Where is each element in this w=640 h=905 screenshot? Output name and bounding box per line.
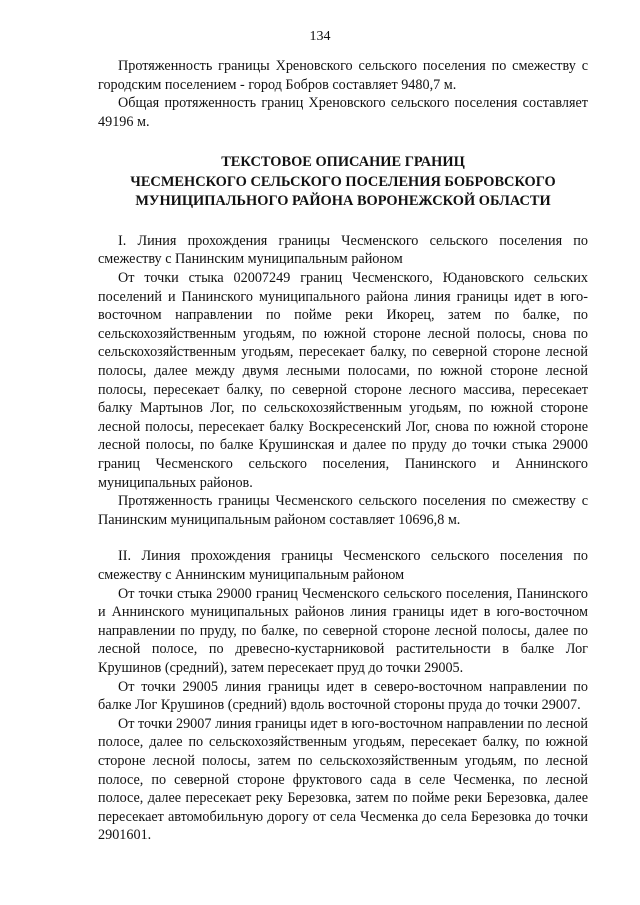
section1-paragraph-1: От точки стыка 02007249 границ Чесменского, Юдановского сельских поселений и Панинского муниципального района линия границы идет в юго-восточном направлении по пойме реки Икорец, затем по балке, по сельскохозяйственным угодьям, по южной стороне лесной полосы, снова по сельскохозяйственным угодьям, пересекает балку, по северной стороне лесной полосы, далее между двумя лесными полосами, по южной стороне лесной полосы, пересекает балку, по северной стороне лесного массива, пересекает балку Мартынов Лог, по сельскохозяйственным угодьям, по южной стороне лесной полосы, пересекает балку Воскресенский Лог, снова по южной стороне лесной полосы, по балке Крушинская и далее по пруду до точки стыка 29000 границ Чесменского сельского поселения, Панинского и Аннинского муниципальных районов. (98, 270, 588, 491)
section2-paragraph-1: От точки стыка 29000 границ Чесменского сельского поселения, Панинского и Аннинского муниципальных районов линия границы идет в юго-восточном направлении по пруду, по балке, по северной стороне лесной полосы, далее по лесной полосе, по древесно-кустарниковой растительности в балке Лог Крушинов (средний), затем пересекает пруд до точки 29005. (98, 585, 588, 676)
section2-title: II. Линия прохождения границы Чесменского сельского поселения по смежеству с Аннинским муниципальным районом (98, 548, 588, 583)
section2-paragraph-2: От точки 29005 линия границы идет в северо-восточном направлении по балке Лог Крушинов (средний) вдоль восточной стороны пруда до точки 29007. (98, 678, 588, 714)
document-body (98, 57, 588, 845)
intro-paragraph-2: Общая протяженность границ Хреновского сельского поселения составляет 49196 м. (98, 95, 588, 130)
intro-paragraph-1: Протяженность границы Хреновского сельского поселения по смежеству с городским поселением - город Бобров составляет 9480,7 м. (98, 58, 588, 93)
document-heading (98, 153, 588, 212)
heading-line-3: МУНИЦИПАЛЬНОГО РАЙОНА ВОРОНЕЖСКОЙ ОБЛАСТИ (135, 193, 551, 210)
section-gap (98, 529, 588, 547)
heading-line-1: ТЕКСТОВОЕ ОПИСАНИЕ ГРАНИЦ (221, 154, 465, 171)
section1-paragraph-2: Протяженность границы Чесменского сельского поселения по смежеству с Панинским муниципальным районом составляет 10696,8 м. (98, 493, 588, 528)
heading-line-2: ЧЕСМЕНСКОГО СЕЛЬСКОГО ПОСЕЛЕНИЯ БОБРОВСКОГО (130, 173, 556, 190)
section2-paragraph-3: От точки 29007 линия границы идет в юго-восточном направлении по лесной полосе, далее по сельскохозяйственным угодьям, пересекает балку, по южной стороне лесной полосы, затем по сельскохозяйственным угодьям, по лесной полосе, по северной стороне фруктового сада в селе Чесменка, по лесной полосе, далее пересекает реку Березовка, затем по пойме реки Березовка, далее пересекает автомобильную дорогу от села Чесменка до села Березовка до точки 2901601. (98, 715, 588, 844)
page-number: 134 (309, 29, 331, 44)
section1-title: I. Линия прохождения границы Чесменского сельского поселения по смежеству с Панинским муниципальным районом (98, 232, 588, 268)
